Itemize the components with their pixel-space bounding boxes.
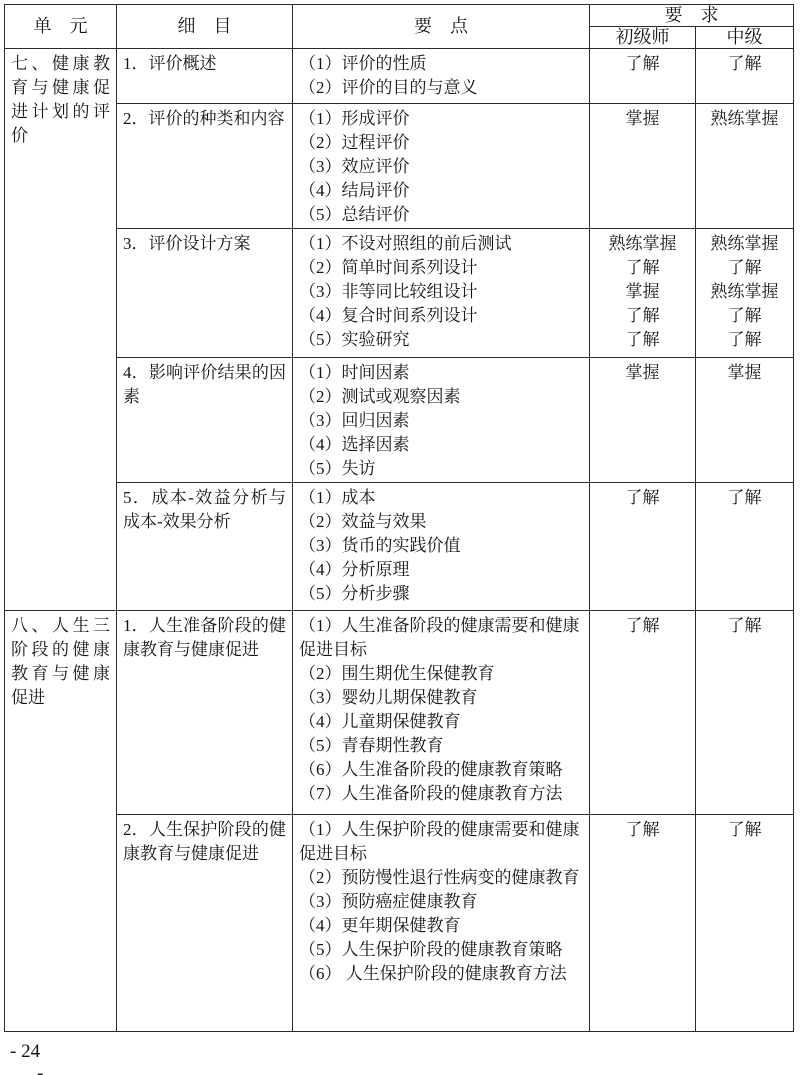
point-line: （2）效益与效果: [299, 512, 427, 531]
point-line: （2）评价的目的与意义: [299, 78, 478, 97]
req-junior-cell: 掌握: [590, 104, 696, 229]
req-line: 掌握: [625, 282, 660, 301]
point-line: （4）选择因素: [299, 435, 410, 454]
req-line: 熟练掌握: [710, 234, 779, 253]
detail-cell: 2．评价的种类和内容: [117, 104, 293, 229]
point-line: （4）儿童期保健教育: [299, 712, 461, 731]
point-line: （5）实验研究: [299, 330, 410, 349]
points-cell: [293, 49, 590, 104]
req-intermediate-cell: 了解: [696, 483, 794, 611]
req-junior-cell: [590, 229, 696, 358]
points-cell: [293, 104, 590, 229]
req-line: 熟练掌握: [710, 282, 779, 301]
unit-cell: 八、人生三阶段的健康教育与健康促进: [5, 611, 117, 1032]
req-line: 了解: [625, 306, 660, 325]
page-number: [10, 1041, 800, 1075]
req-junior-cell: 了解: [590, 815, 696, 1032]
header-cell-junior: 初级师: [590, 27, 696, 49]
point-line: （5）青春期性教育: [299, 736, 444, 755]
header-cell-points: 要 点: [293, 5, 590, 49]
point-line: （1）形成评价: [299, 109, 410, 128]
req-junior-cell: 了解: [590, 483, 696, 611]
point-line: （6）人生准备阶段的健康教育策略: [299, 760, 563, 779]
header-cell-unit: 单 元: [5, 5, 117, 49]
detail-cell: 2．人生保护阶段的健康教育与健康促进: [117, 815, 293, 1032]
point-line: （4）结局评价: [299, 181, 410, 200]
req-line: 了解: [727, 330, 762, 349]
req-line: 熟练掌握: [608, 234, 677, 253]
req-intermediate-cell: 了解: [696, 49, 794, 104]
point-line: （1）时间因素: [299, 363, 410, 382]
req-line: 了解: [625, 258, 660, 277]
req-intermediate-cell: 掌握: [696, 358, 794, 483]
points-cell: [293, 815, 590, 1032]
table-row: [5, 358, 794, 483]
req-line: 了解: [727, 258, 762, 277]
point-line: （4）复合时间系列设计: [299, 306, 478, 325]
points-cell: [293, 611, 590, 815]
table-row: [5, 483, 794, 611]
point-line: （4）分析原理: [299, 560, 410, 579]
detail-cell: 1．评价概述: [117, 49, 293, 104]
point-line: （5）人生保护阶段的健康教育策略: [299, 940, 563, 959]
point-line: （7）人生准备阶段的健康教育方法: [299, 784, 563, 803]
point-line: （1）不设对照组的前后测试: [299, 234, 512, 253]
point-line: （1）人生准备阶段的健康需要和健康促进目标: [299, 616, 580, 659]
table-row: [5, 815, 794, 1032]
point-line: （2）预防慢性退行性病变的健康教育: [299, 868, 580, 887]
header-cell-requirement: 要 求: [590, 5, 794, 27]
point-line: （1）评价的性质: [299, 54, 427, 73]
point-line: （2）简单时间系列设计: [299, 258, 478, 277]
point-line: （2）围生期优生保健教育: [299, 664, 495, 683]
req-junior-cell: 了解: [590, 611, 696, 815]
req-intermediate-cell: [696, 229, 794, 358]
point-line: （3）回归因素: [299, 411, 410, 430]
point-line: （3）婴幼儿期保健教育: [299, 688, 478, 707]
table-row: [5, 104, 794, 229]
point-line: （1）人生保护阶段的健康需要和健康促进目标: [299, 820, 580, 863]
req-intermediate-cell: 了解: [696, 611, 794, 815]
page-number-line2: -: [37, 1063, 44, 1075]
detail-cell: 3．评价设计方案: [117, 229, 293, 358]
points-cell: [293, 229, 590, 358]
table-row: [5, 611, 794, 815]
unit-cell: 七、健康教育与健康促进计划的评价: [5, 49, 117, 611]
req-line: 了解: [727, 306, 762, 325]
point-line: （4）更年期保健教育: [299, 916, 461, 935]
req-intermediate-cell: 了解: [696, 815, 794, 1032]
table-row: [5, 49, 794, 104]
point-line: （3）货币的实践价值: [299, 536, 461, 555]
detail-cell: 4．影响评价结果的因素: [117, 358, 293, 483]
point-line: （5）失访: [299, 459, 376, 478]
detail-cell: 5．成本-效益分析与成本-效果分析: [117, 483, 293, 611]
table-row: [5, 229, 794, 358]
point-line: （5）总结评价: [299, 205, 410, 224]
detail-cell: 1．人生准备阶段的健康教育与健康促进: [117, 611, 293, 815]
point-line: （2）过程评价: [299, 133, 410, 152]
header-cell-detail: 细 目: [117, 5, 293, 49]
page-number-line1: - 24: [10, 1041, 41, 1062]
point-line: （1）成本: [299, 488, 376, 507]
point-line: （3）预防癌症健康教育: [299, 892, 478, 911]
points-cell: [293, 358, 590, 483]
points-cell: [293, 483, 590, 611]
req-junior-cell: 了解: [590, 49, 696, 104]
syllabus-table: [4, 4, 794, 1032]
point-line: （2）测试或观察因素: [299, 387, 461, 406]
req-line: 了解: [625, 330, 660, 349]
point-line: （3）非等同比较组设计: [299, 282, 478, 301]
req-junior-cell: 掌握: [590, 358, 696, 483]
req-intermediate-cell: 熟练掌握: [696, 104, 794, 229]
point-line: （5）分析步骤: [299, 584, 410, 603]
header-cell-intermediate: 中级: [696, 27, 794, 49]
point-line: （6） 人生保护阶段的健康教育方法: [299, 964, 567, 983]
header-row-top: [5, 5, 794, 27]
point-line: （3）效应评价: [299, 157, 410, 176]
